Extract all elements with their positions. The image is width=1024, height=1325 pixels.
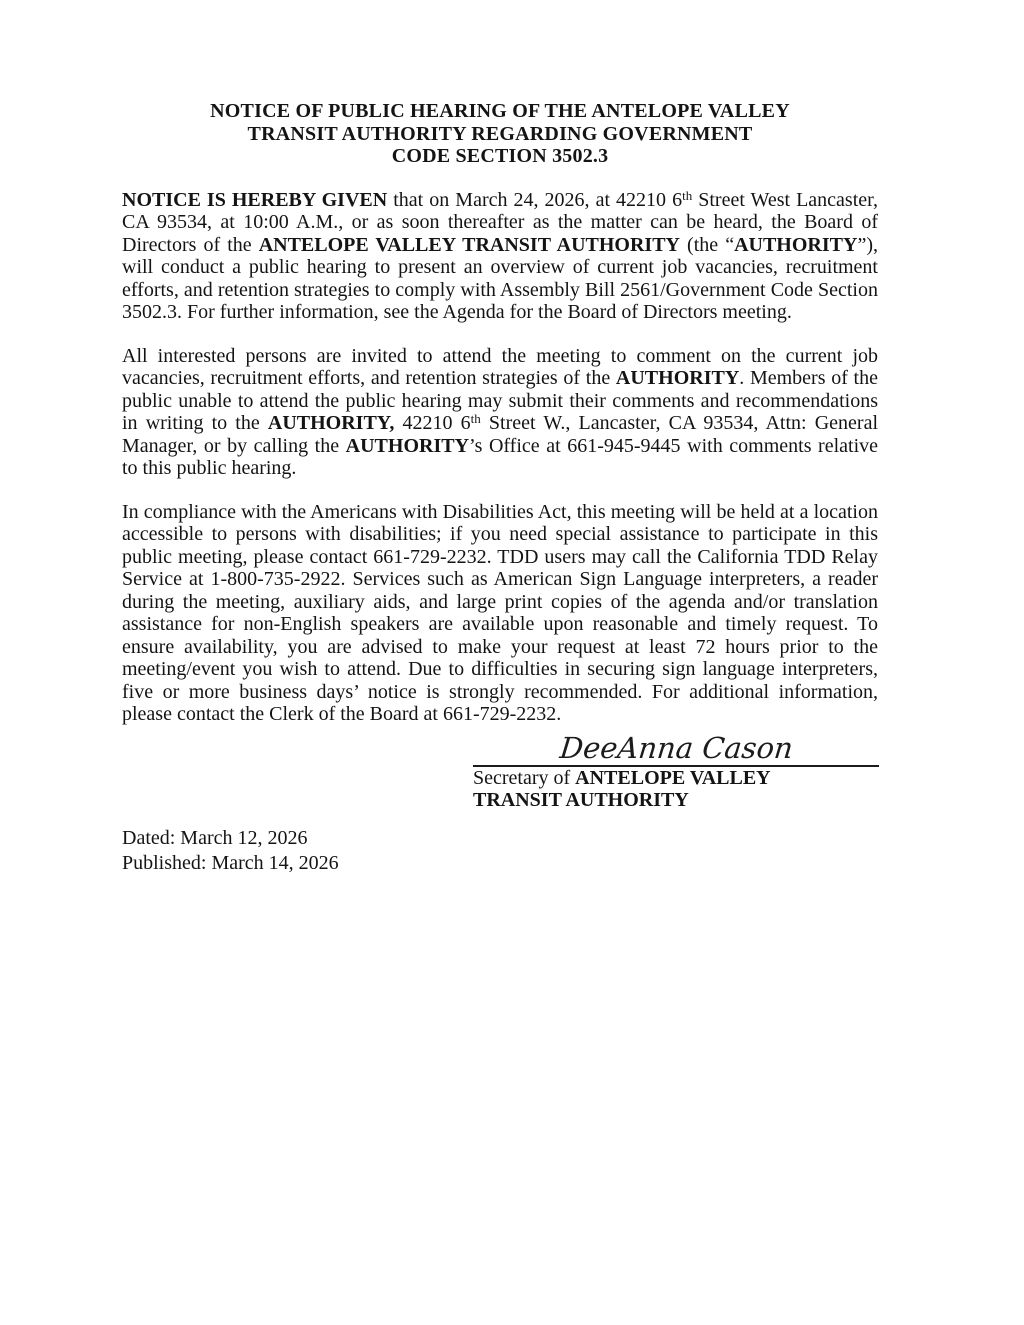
signatory-title-line-1: Secretary of ANTELOPE VALLEY bbox=[473, 766, 771, 789]
paragraph-public-comments: All interested persons are invited to attend the meeting to comment on the current job vacancies, recruitment efforts, and retention strategies of the AUTHORITY. Members of the public unable to attend the public hearing may submit their comments and recommendations in writing to the AUTHORITY, 42210 6th Street W., Lancaster, CA 93534, Attn: General Manager, or by calling the AUTHORITY’s Office at 661-945-9445 with comments relative to this public hearing. bbox=[122, 344, 879, 479]
paragraph-ada-compliance: In compliance with the Americans with Disabilities Act, this meeting will be held at a location accessible to persons with disabilities; if you need special assistance to participate in this public meeting, please contact 661-729-2232. TDD users may call the California TDD Relay Service at 1-800-735-2922. Services such as American Sign Language interpreters, a reader during the meeting, auxiliary aids, and large print copies of the agenda and/or translation assistance for non-English speakers are available upon reasonable and timely request. To ensure availability, you are advised to make your request at least 72 hours prior to the meeting/event you wish to attend. Due to difficulties in securing sign language interpreters, five or more business days’ notice is strongly recommended. For additional information, please contact the Clerk of the Board at 661-729-2232. bbox=[122, 500, 878, 725]
date-block bbox=[122, 826, 878, 876]
dated-line: Dated: March 12, 2026 bbox=[122, 826, 308, 849]
signature-block bbox=[473, 730, 879, 812]
signature-handwriting: DeeAnna Cason bbox=[557, 730, 795, 765]
document-title: NOTICE OF PUBLIC HEARING OF THE ANTELOPE VALLEY TRANSIT AUTHORITY REGARDING GOVERNMENT CODE SECTION 3502.3 bbox=[210, 100, 790, 167]
signatory-title-line-2: TRANSIT AUTHORITY bbox=[473, 789, 689, 811]
published-line: Published: March 14, 2026 bbox=[122, 851, 339, 874]
paragraph-hearing-notice: NOTICE IS HEREBY GIVEN that on March 24, 2026, at 42210 6th Street West Lancaster, CA 93534, at 10:00 A.M., or as soon thereafter as the matter can be heard, the Board of Directors of the ANTELOPE VALLEY TRANSIT AUTHORITY (the “AUTHORITY”), will conduct a public hearing to present an overview of current job vacancies, recruitment efforts, and retention strategies to comply with Assembly Bill 2561/Government Code Section 3502.3. For further information, see the Agenda for the Board of Directors meeting. bbox=[122, 187, 878, 323]
signature-line bbox=[473, 730, 879, 767]
